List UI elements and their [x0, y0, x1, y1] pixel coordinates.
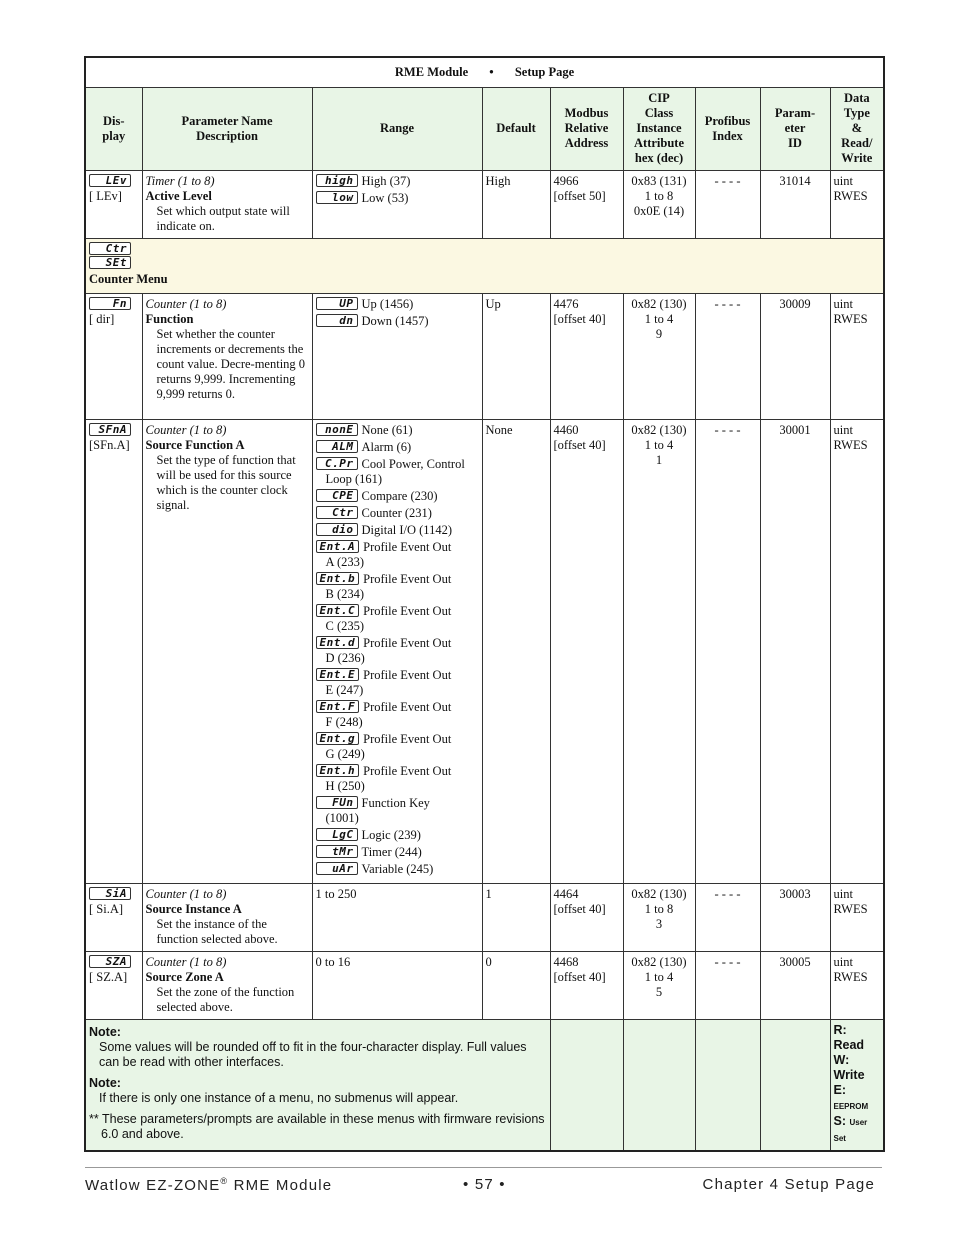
note-firmware: ** These parameters/prompts are available in these menus with firmware revisions 6.0 and above. [89, 1112, 545, 1141]
range-code: low [316, 191, 358, 204]
cip-class: 0x82 (130) [631, 423, 687, 437]
range-text: Profile Event Out [363, 700, 452, 714]
cip-class: 0x82 (130) [631, 887, 687, 901]
display-cell [85, 952, 142, 1020]
cip-class: 0x82 (130) [631, 297, 687, 311]
menu-code-setup: SEt [89, 256, 131, 269]
param-name: Source Instance A [145, 902, 242, 916]
title-page: Setup Page [514, 64, 575, 79]
menu-row [85, 239, 884, 294]
range-code: Ent.d [316, 636, 360, 649]
param-name: Source Function A [145, 438, 245, 452]
range-item [316, 489, 479, 504]
notes-blank-cell [695, 1020, 760, 1152]
param-context: Counter (1 to 8) [145, 423, 227, 437]
range-cell: 1 to 250 [312, 884, 482, 952]
range-text-continued: H (250) [325, 779, 365, 793]
table-row [85, 171, 884, 239]
range-text: Alarm (6) [361, 440, 412, 454]
range-item [316, 423, 479, 438]
modbus-address: 4464 [553, 887, 579, 901]
range-text: Cool Power, Control [361, 457, 465, 471]
note-heading: Note: [89, 1076, 121, 1090]
display-label: [ LEv] [89, 189, 122, 203]
range-cell [312, 294, 482, 420]
footer-product-suffix: RME Module [228, 1177, 333, 1194]
display-label: [ Si.A] [89, 902, 124, 916]
param-desc: Set the instance of the function selected above. [156, 917, 278, 946]
table-row [85, 294, 884, 420]
display-code: SFnA [89, 423, 131, 436]
range-code: C.Pr [316, 457, 358, 470]
range-item [316, 862, 479, 877]
range-code: LgC [316, 828, 358, 841]
legend-key: S: [833, 1114, 846, 1128]
range-item [316, 440, 479, 455]
note-text: Some values will be rounded off to fit in the four-character display. Full values can be read with other interfaces. [99, 1040, 527, 1069]
cip-attribute: 1 [655, 453, 663, 467]
display-label: [SFn.A] [89, 438, 130, 452]
modbus-address: 4966 [553, 174, 579, 188]
table-title [85, 57, 884, 88]
display-code: Fn [89, 297, 131, 310]
read-write: RWES [833, 438, 868, 452]
cip-attribute: 3 [655, 917, 663, 931]
range-item [316, 764, 479, 794]
menu-label: Counter Menu [89, 272, 168, 286]
range-text: Logic (239) [361, 828, 421, 842]
table-row [85, 420, 884, 884]
setup-page-document [84, 56, 885, 1152]
range-code: uAr [316, 862, 358, 875]
cip-instance: 1 to 4 [644, 970, 674, 984]
range-code: nonE [316, 423, 358, 436]
param-context: Counter (1 to 8) [145, 297, 227, 311]
modbus-cell [550, 952, 623, 1020]
modbus-offset: [offset 50] [553, 189, 606, 203]
param-id-cell: 30009 [760, 294, 830, 420]
footer-product-name: Watlow EZ-ZONE [85, 1177, 221, 1194]
range-item [316, 540, 479, 570]
cip-instance: 1 to 4 [644, 312, 674, 326]
data-type: uint [833, 955, 853, 969]
header-profibus: Profibus Index [695, 88, 760, 171]
display-label: [ dir] [89, 312, 115, 326]
range-code: Ctr [316, 506, 358, 519]
cip-class: 0x82 (130) [631, 955, 687, 969]
range-text-continued: Loop (161) [325, 472, 383, 486]
param-id-cell: 30005 [760, 952, 830, 1020]
modbus-cell [550, 171, 623, 239]
range-code: Ent.g [316, 732, 360, 745]
cip-cell [623, 294, 695, 420]
default-cell: Up [482, 294, 550, 420]
range-code: FUn [316, 796, 358, 809]
header-parameter: Parameter Name Description [142, 88, 312, 171]
range-text: Profile Event Out [363, 572, 452, 586]
parameter-cell [142, 171, 312, 239]
modbus-cell [550, 420, 623, 884]
read-write: RWES [833, 970, 868, 984]
header-range: Range [312, 88, 482, 171]
parameter-table [84, 56, 885, 1152]
range-item [316, 668, 479, 698]
range-item [316, 523, 479, 538]
modbus-cell [550, 884, 623, 952]
range-text: Timer (244) [361, 845, 422, 859]
header-param-id: Param- eter ID [760, 88, 830, 171]
param-name: Function [145, 312, 194, 326]
range-item [316, 732, 479, 762]
data-type: uint [833, 887, 853, 901]
range-text: Profile Event Out [363, 636, 452, 650]
cip-class: 0x83 (131) [631, 174, 687, 188]
range-cell [312, 420, 482, 884]
range-text: Profile Event Out [363, 732, 452, 746]
range-code: UP [316, 297, 358, 310]
display-cell [85, 884, 142, 952]
legend-key: R: [833, 1023, 847, 1037]
range-text-continued: C (235) [325, 619, 365, 633]
cip-cell [623, 420, 695, 884]
range-item [316, 700, 479, 730]
footer-product [85, 1176, 332, 1194]
param-desc: Set the type of function that will be used for this source which is the counter clock signal. [156, 453, 296, 512]
parameter-cell [142, 952, 312, 1020]
profibus-cell: - - - - [695, 171, 760, 239]
header-data-type: Data Type & Read/ Write [830, 88, 884, 171]
note-heading: Note: [89, 1025, 121, 1039]
param-id-cell: 30003 [760, 884, 830, 952]
display-cell [85, 171, 142, 239]
range-cell: 0 to 16 [312, 952, 482, 1020]
range-text: Up (1456) [361, 297, 414, 311]
range-code: Ent.E [316, 668, 360, 681]
display-cell [85, 294, 142, 420]
range-code: Ent.F [316, 700, 360, 713]
counter-menu-header [85, 239, 884, 294]
range-cell [312, 171, 482, 239]
cip-instance: 1 to 4 [644, 438, 674, 452]
notes-blank-cell [623, 1020, 695, 1152]
modbus-offset: [offset 40] [553, 970, 606, 984]
range-item [316, 506, 479, 521]
cip-attribute: 9 [655, 327, 663, 341]
range-code: tMr [316, 845, 358, 858]
param-desc: Set whether the counter increments or decrements the count value. Decre-menting 0 returns 9,999. Incrementing 9,999 returns 0. [156, 327, 306, 401]
cip-instance: 1 to 8 [644, 902, 674, 916]
default-cell: High [482, 171, 550, 239]
parameter-cell [142, 294, 312, 420]
range-text: Profile Event Out [363, 764, 452, 778]
range-item [316, 845, 479, 860]
range-code: dn [316, 314, 358, 327]
read-write: RWES [833, 312, 868, 326]
header-row [85, 88, 884, 171]
notes-blank-cell [760, 1020, 830, 1152]
modbus-cell [550, 294, 623, 420]
range-text: Variable (245) [361, 862, 434, 876]
range-code: Ent.A [316, 540, 360, 553]
rw-legend [830, 1020, 884, 1152]
default-cell: 0 [482, 952, 550, 1020]
range-text: Digital I/O (1142) [361, 523, 452, 537]
display-label: [ SZ.A] [89, 970, 128, 984]
cip-attribute: 0x0E (14) [633, 204, 685, 218]
range-text-continued: (1001) [325, 811, 359, 825]
display-code: SZA [89, 955, 131, 968]
range-text: Profile Event Out [363, 668, 452, 682]
default-cell: 1 [482, 884, 550, 952]
range-text-continued: A (233) [325, 555, 365, 569]
data-type-cell [830, 294, 884, 420]
range-item [316, 796, 479, 826]
modbus-offset: [offset 40] [553, 438, 606, 452]
title-separator: • [489, 64, 494, 79]
display-code: LEv [89, 174, 131, 187]
legend-value: User Set [833, 1118, 868, 1143]
data-type: uint [833, 423, 853, 437]
data-type-cell [830, 884, 884, 952]
range-text: Low (53) [361, 191, 409, 205]
param-context: Counter (1 to 8) [145, 887, 227, 901]
range-text: Profile Event Out [363, 604, 452, 618]
cip-attribute: 5 [655, 985, 663, 999]
modbus-address: 4468 [553, 955, 579, 969]
range-item [316, 828, 479, 843]
title-module: RME Module [394, 64, 469, 79]
range-text-continued: E (247) [325, 683, 364, 697]
modbus-address: 4460 [553, 423, 579, 437]
notes-cell [85, 1020, 550, 1152]
range-text: Compare (230) [361, 489, 438, 503]
param-context: Timer (1 to 8) [145, 174, 215, 188]
param-id-cell: 30001 [760, 420, 830, 884]
header-modbus: Modbus Relative Address [550, 88, 623, 171]
table-row [85, 884, 884, 952]
page-footer [85, 1176, 875, 1196]
footer-rule [85, 1167, 882, 1168]
range-item [316, 604, 479, 634]
range-code: high [316, 174, 358, 187]
range-text: Counter (231) [361, 506, 432, 520]
range-text-continued: G (249) [325, 747, 365, 761]
modbus-offset: [offset 40] [553, 902, 606, 916]
param-id-cell: 31014 [760, 171, 830, 239]
legend-value: Write [833, 1068, 865, 1082]
legend-value: Read [833, 1038, 865, 1052]
range-item [316, 457, 479, 487]
param-name: Active Level [145, 189, 212, 203]
range-code: Ent.b [316, 572, 360, 585]
profibus-cell: - - - - [695, 420, 760, 884]
cip-instance: 1 to 8 [644, 189, 674, 203]
range-text-continued: D (236) [325, 651, 365, 665]
read-write: RWES [833, 189, 868, 203]
legend-key: E: [833, 1083, 846, 1097]
profibus-cell: - - - - [695, 294, 760, 420]
notes-blank-cell [550, 1020, 623, 1152]
cip-cell [623, 884, 695, 952]
table-row [85, 952, 884, 1020]
data-type: uint [833, 297, 853, 311]
legend-key: W: [833, 1053, 850, 1067]
display-code: SiA [89, 887, 131, 900]
read-write: RWES [833, 902, 868, 916]
range-item [316, 636, 479, 666]
range-text: None (61) [361, 423, 413, 437]
param-desc: Set which output state will indicate on. [156, 204, 290, 233]
range-text-continued: B (234) [325, 587, 365, 601]
param-name: Source Zone A [145, 970, 224, 984]
profibus-cell: - - - - [695, 884, 760, 952]
legend-value: EEPROM [833, 1102, 869, 1111]
footer-chapter: Chapter 4 Setup Page [702, 1176, 875, 1193]
notes-row [85, 1020, 884, 1152]
page-number: • 57 • [463, 1176, 506, 1193]
data-type-cell [830, 171, 884, 239]
header-cip: CIP Class Instance Attribute hex (dec) [623, 88, 695, 171]
range-code: ALM [316, 440, 358, 453]
range-text: Profile Event Out [363, 540, 452, 554]
data-type-cell [830, 952, 884, 1020]
range-text-continued: F (248) [325, 715, 363, 729]
param-context: Counter (1 to 8) [145, 955, 227, 969]
data-type-cell [830, 420, 884, 884]
default-cell: None [482, 420, 550, 884]
modbus-offset: [offset 40] [553, 312, 606, 326]
note-text: If there is only one instance of a menu, no submenus will appear. [99, 1091, 459, 1105]
range-code: dio [316, 523, 358, 536]
cip-cell [623, 171, 695, 239]
registered-mark: ® [220, 1176, 229, 1186]
range-item [316, 572, 479, 602]
range-text: Function Key [361, 796, 430, 810]
parameter-cell [142, 884, 312, 952]
header-display: Dis- play [85, 88, 142, 171]
range-code: CPE [316, 489, 358, 502]
data-type: uint [833, 174, 853, 188]
cip-cell [623, 952, 695, 1020]
parameter-cell [142, 420, 312, 884]
display-cell [85, 420, 142, 884]
menu-code-counter: Ctr [89, 242, 131, 255]
param-desc: Set the zone of the function selected above. [156, 985, 295, 1014]
header-default: Default [482, 88, 550, 171]
modbus-address: 4476 [553, 297, 579, 311]
range-text: High (37) [361, 174, 411, 188]
range-text: Down (1457) [361, 314, 429, 328]
range-code: Ent.h [316, 764, 360, 777]
profibus-cell: - - - - [695, 952, 760, 1020]
range-code: Ent.C [316, 604, 360, 617]
